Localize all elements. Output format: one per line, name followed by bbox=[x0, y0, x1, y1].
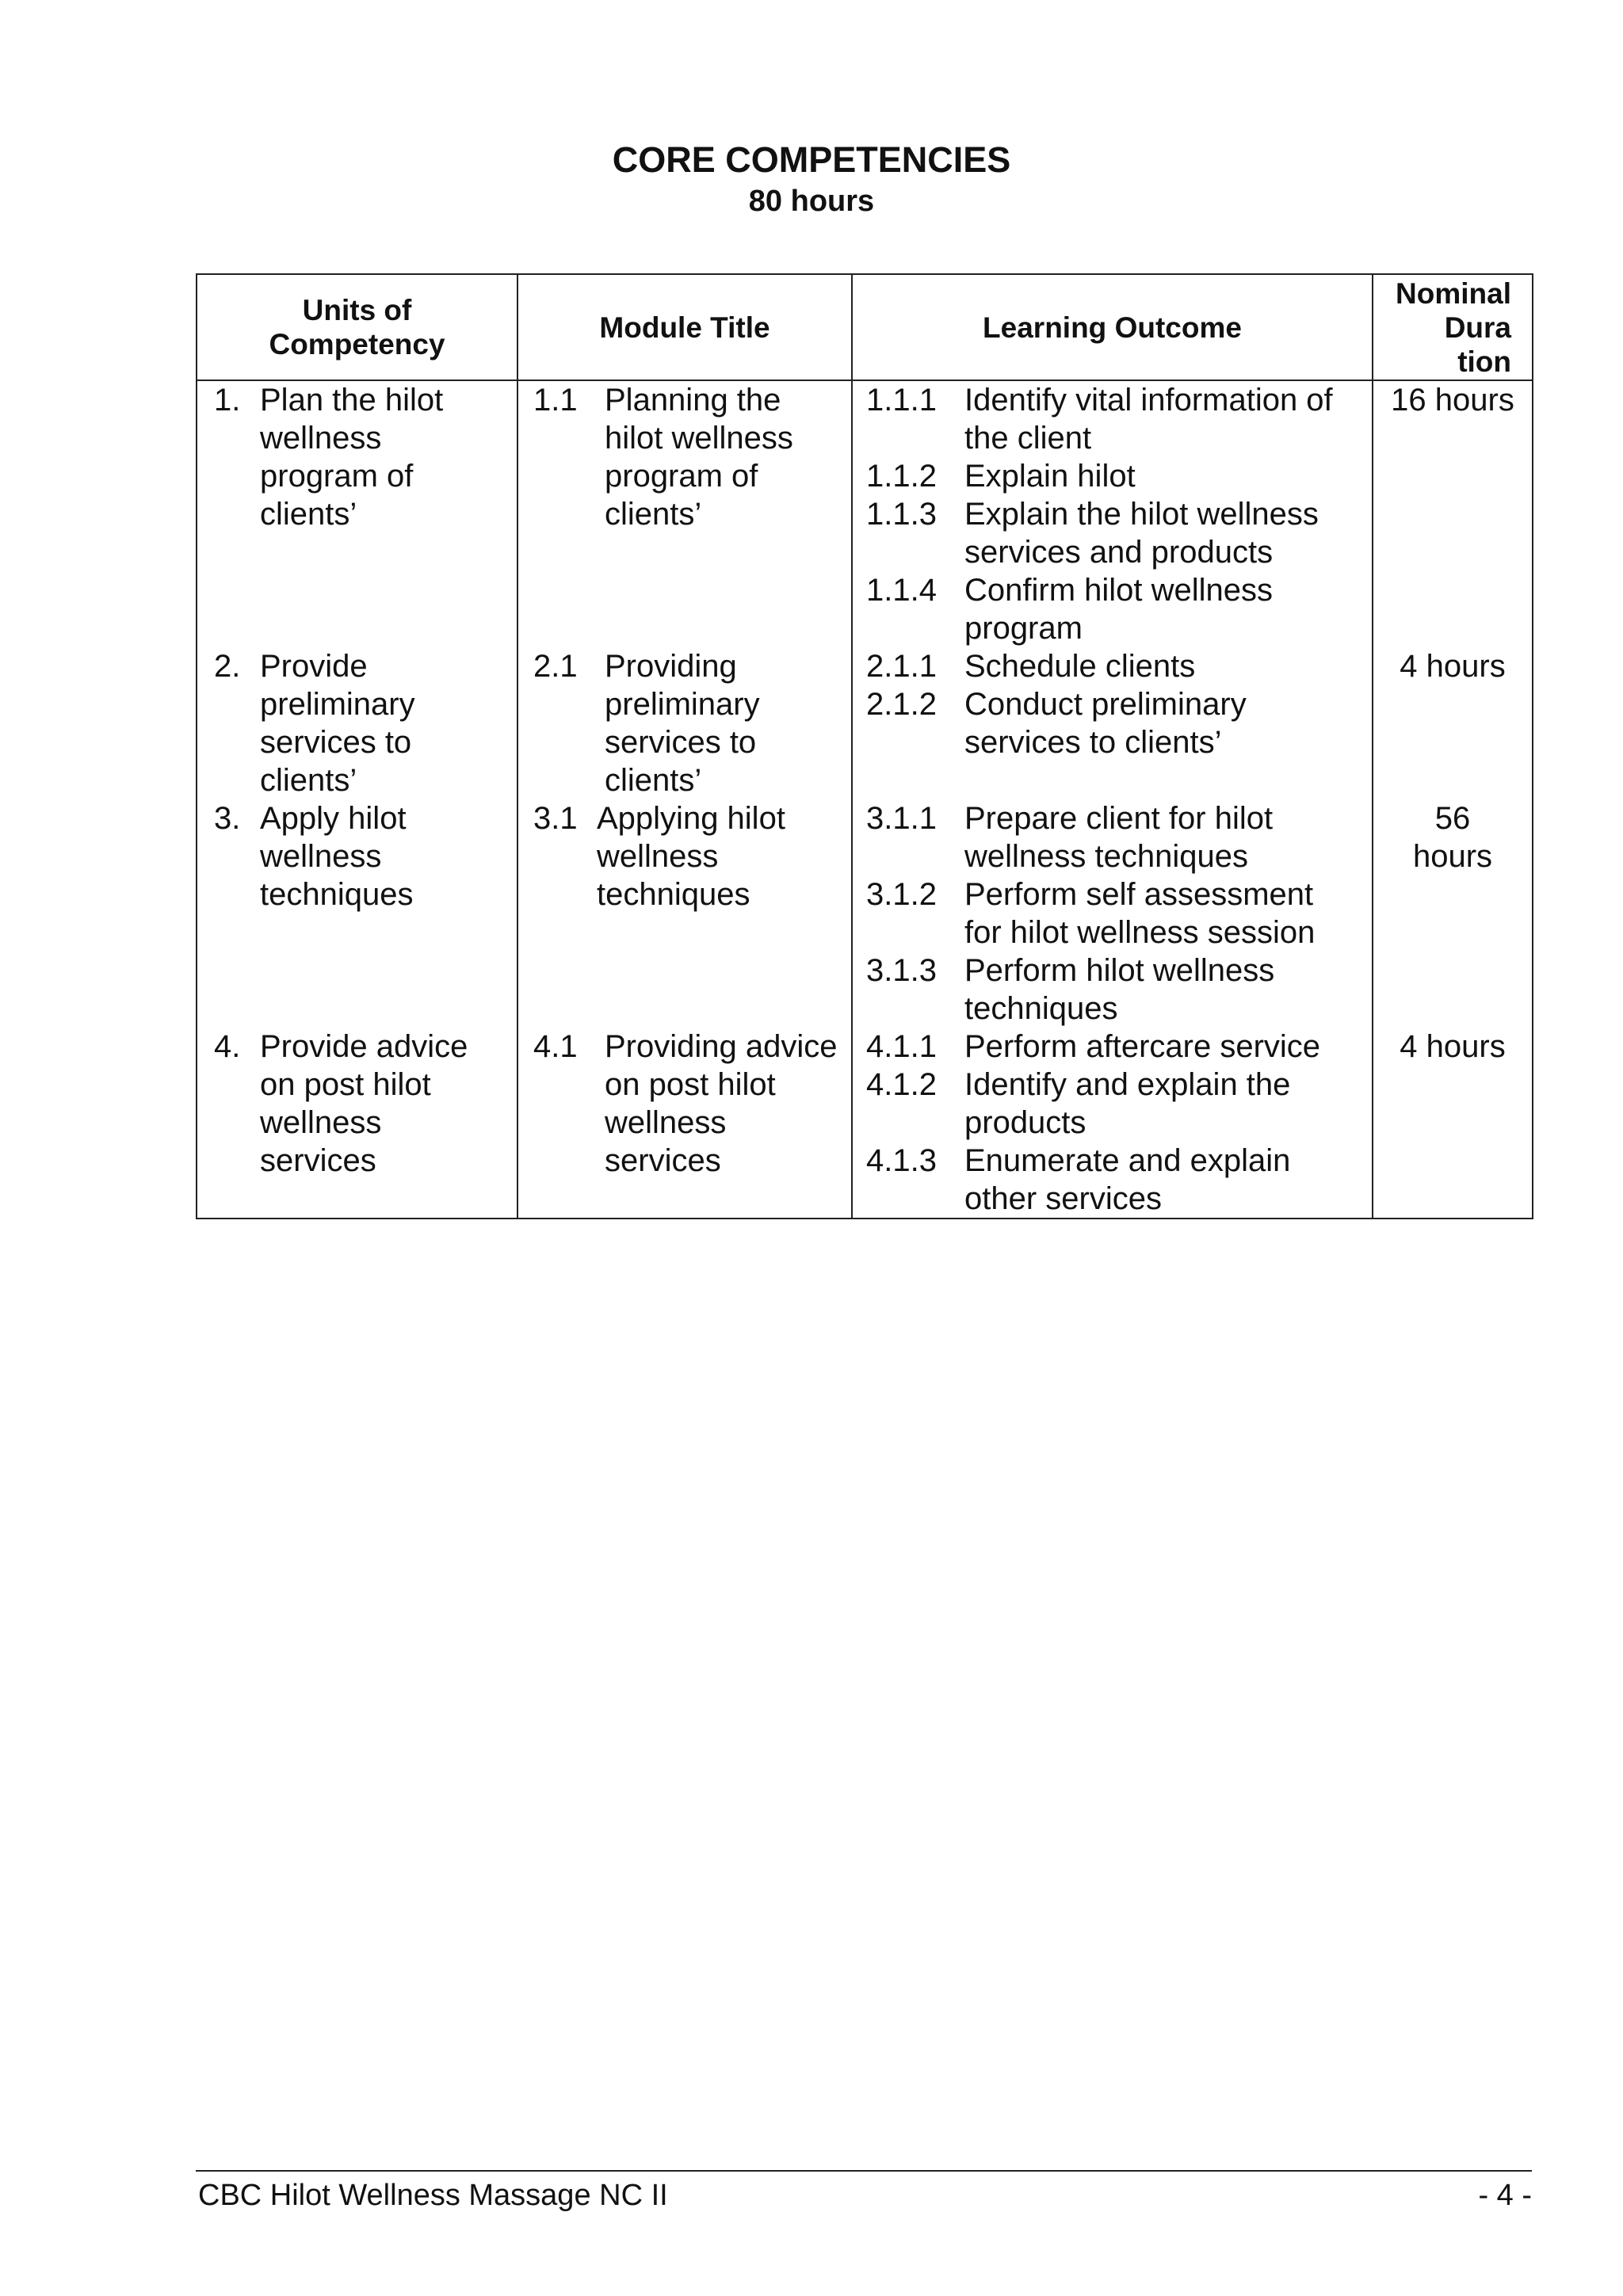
outcome-item bbox=[854, 571, 1371, 647]
outcome-text: Explain hilot bbox=[964, 459, 1136, 494]
unit-text: Plan the hilot wellness program of clients’ bbox=[260, 383, 444, 532]
duration-cell: 56 hours bbox=[1373, 799, 1533, 1028]
outcome-number: 4.1.2 bbox=[866, 1067, 937, 1102]
outcome-cell bbox=[852, 647, 1373, 799]
outcome-number: 4.1.3 bbox=[866, 1143, 937, 1178]
unit-number: 1. bbox=[214, 383, 241, 418]
outcome-text: Explain the hilot wellness services and products bbox=[964, 497, 1319, 570]
table-row bbox=[197, 799, 1533, 1028]
unit-cell bbox=[197, 1028, 517, 1219]
header-nominal-duration bbox=[1373, 274, 1533, 380]
page-title: CORE COMPETENCIES bbox=[612, 139, 1011, 180]
table-header-row bbox=[197, 274, 1533, 380]
table-row bbox=[197, 1028, 1533, 1219]
module-text: Providing advice on post hilot wellness services bbox=[605, 1029, 838, 1178]
outcome-item bbox=[854, 1066, 1371, 1142]
header-module-title: Module Title bbox=[517, 274, 852, 380]
outcome-item bbox=[854, 495, 1371, 571]
outcome-text: Perform self assessment for hilot wellness session bbox=[964, 877, 1316, 950]
outcome-number: 1.1.1 bbox=[866, 383, 937, 418]
outcome-text: Confirm hilot wellness program bbox=[964, 573, 1274, 646]
duration-cell: 4 hours bbox=[1373, 647, 1533, 799]
outcome-number: 4.1.1 bbox=[866, 1029, 937, 1064]
outcome-text: Schedule clients bbox=[964, 649, 1196, 684]
outcome-text: Identify vital information of the client bbox=[964, 383, 1333, 456]
unit-cell bbox=[197, 799, 517, 1028]
outcome-cell bbox=[852, 799, 1373, 1028]
outcome-cell bbox=[852, 380, 1373, 647]
outcome-number: 3.1.3 bbox=[866, 953, 937, 988]
competencies-table bbox=[196, 273, 1533, 1219]
outcome-text: Conduct preliminary services to clients’ bbox=[964, 687, 1247, 760]
outcome-item bbox=[854, 875, 1371, 952]
footer-document-title: CBC Hilot Wellness Massage NC II bbox=[198, 2179, 668, 2212]
footer-divider bbox=[196, 2170, 1532, 2172]
outcome-number: 2.1.1 bbox=[866, 649, 937, 684]
module-text: Providing preliminary services to clients’ bbox=[605, 649, 760, 798]
header-units-of-competency bbox=[197, 274, 517, 380]
page-heading bbox=[0, 139, 1623, 221]
unit-cell bbox=[197, 380, 517, 647]
module-number: 3.1 bbox=[533, 801, 578, 836]
module-number: 2.1 bbox=[533, 649, 578, 684]
header-unit-line1: Units of bbox=[302, 294, 412, 326]
unit-cell bbox=[197, 647, 517, 799]
outcome-item bbox=[854, 1028, 1371, 1066]
duration-cell: 16 hours bbox=[1373, 380, 1533, 647]
unit-number: 4. bbox=[214, 1029, 241, 1064]
outcome-number: 1.1.4 bbox=[866, 573, 937, 608]
unit-number: 3. bbox=[214, 801, 241, 836]
module-text: Applying hilot wellness techniques bbox=[597, 801, 785, 912]
outcome-item bbox=[854, 457, 1371, 495]
outcome-text: Perform hilot wellness techniques bbox=[964, 953, 1275, 1026]
module-text: Planning the hilot wellness program of clients’ bbox=[605, 383, 793, 532]
unit-text: Provide preliminary services to clients’ bbox=[260, 649, 415, 798]
module-cell bbox=[517, 1028, 852, 1219]
outcome-item bbox=[854, 647, 1371, 685]
module-number: 4.1 bbox=[533, 1029, 578, 1064]
outcome-text: Identify and explain the products bbox=[964, 1067, 1291, 1140]
outcome-text: Enumerate and explain other services bbox=[964, 1143, 1291, 1216]
header-duration-line1: Nominal bbox=[1396, 277, 1511, 310]
outcome-item bbox=[854, 685, 1371, 761]
outcome-item bbox=[854, 1142, 1371, 1218]
module-cell bbox=[517, 647, 852, 799]
duration-cell: 4 hours bbox=[1373, 1028, 1533, 1219]
module-cell bbox=[517, 380, 852, 647]
header-unit-line2: Competency bbox=[269, 328, 445, 360]
unit-number: 2. bbox=[214, 649, 241, 684]
footer-page-number: - 4 - bbox=[1478, 2179, 1532, 2212]
page-subtitle: 80 hours bbox=[748, 185, 875, 218]
module-number: 1.1 bbox=[533, 383, 578, 418]
table-row bbox=[197, 380, 1533, 647]
header-learning-outcome: Learning Outcome bbox=[852, 274, 1373, 380]
outcome-item bbox=[854, 952, 1371, 1028]
outcome-number: 3.1.2 bbox=[866, 877, 937, 912]
outcome-item bbox=[854, 381, 1371, 457]
outcome-number: 3.1.1 bbox=[866, 801, 937, 836]
outcome-number: 1.1.3 bbox=[866, 497, 937, 532]
table-row bbox=[197, 647, 1533, 799]
outcome-text: Perform aftercare service bbox=[964, 1029, 1321, 1064]
unit-text: Apply hilot wellness techniques bbox=[260, 801, 414, 912]
unit-text: Provide advice on post hilot wellness services bbox=[260, 1029, 468, 1178]
outcome-text: Prepare client for hilot wellness techniques bbox=[964, 801, 1274, 874]
outcome-number: 1.1.2 bbox=[866, 459, 937, 494]
header-duration-line3: tion bbox=[1457, 345, 1511, 378]
header-duration-line2: Dura bbox=[1444, 311, 1511, 344]
outcome-number: 2.1.2 bbox=[866, 687, 937, 722]
module-cell bbox=[517, 799, 852, 1028]
outcome-cell bbox=[852, 1028, 1373, 1219]
outcome-item bbox=[854, 799, 1371, 875]
